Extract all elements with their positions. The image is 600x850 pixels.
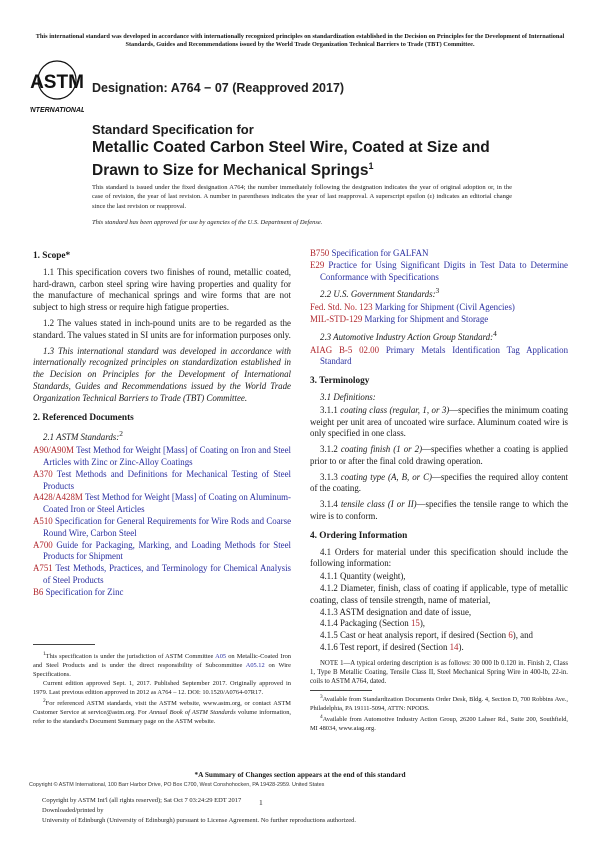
footnote-4: $^4$Available from Automotive Industry Action Group, 26200 Lahser Rd., Suite 200, Southfield, MI 48034, www.aiag.org. [310, 714, 568, 733]
copyright-line: Copyright © ASTM International, 100 Barr Harbor Drive, PO Box C700, West Conshohocken, PA 19428-2959. United States [29, 782, 325, 788]
note-1: NOTE 1—A typical ordering description is as follows: 30 000 lb 0.120 in. Finish 2, Class 1, Type B Metallic Coating, Tensile Class II, Steel Mechanical Spring Wire in 400-lb, 22-in. coils to ASTM A764, dated. [310, 659, 568, 686]
dod-approval: This standard has been approved for use by agencies of the U.S. Department of Defense. [92, 219, 323, 226]
ref-fed-std-123[interactable]: Fed. Std. No. 123 Marking for Shipment (Civil Agencies) [310, 302, 515, 313]
svg-text:INTERNATIONAL: INTERNATIONAL [30, 107, 84, 114]
term-3-1-1: 3.1.1 coating class (regular, 1, or 3)—specifies the minimum coating weight per unit area of uncoated wire surface. Aluminum coated wire is only specified in one class. [310, 404, 569, 439]
title-line-1: Standard Specification for [92, 122, 254, 137]
footnote-3: $^3$Available from Standardization Documents Order Desk, Bldg. 4, Section D, 700 Robbins Ave., Philadelphia, PA 19111-5094, ATTN: NPODS. [310, 694, 568, 713]
footnote-2: $^2$For referenced ASTM standards, visit the ASTM website, www.astm.org, or contact ASTM Customer Service at service@astm.org. For Annual Book of ASTM Standards volume information, refer to the standard's Document Summary page on the ASTM website. [33, 698, 291, 726]
ref-b750[interactable]: B750 Specification for GALFAN [310, 248, 429, 258]
ref-e29[interactable]: E29 Practice for Using Significant Digits in Test Data to Determine Conformance with Specifications [310, 259, 568, 282]
title-line-3: Drawn to Size for Mechanical Springs [92, 162, 369, 180]
title-line-2: Metallic Coated Carbon Steel Wire, Coated at Size and [92, 139, 490, 156]
right-column: B750 Specification for GALFAN E29 Practice for Using Significant Digits in Test Data to Determine Conformance with Specifications 2.2 U.S. Government Standards:$^3$ Fed. Std. No. 123 Marking for Shipment (Civil Agencies) MIL-STD-129 Marking for Shipment and Storage 2.3 Automotive Industry Action Group Standard:$^4$ AIAG B-5 02.00 Primary Metals Identification Tag Application Standard 3. Terminology 3.1 Definitions: 3.1.1 coating class (regular, 1, or 3)—specifies the minimum coating weight per unit area of uncoated wire surface. Aluminum coated wire is only specified in one class. 3.1.2 coating finish (1 or 2)—specifies whether a coating is applied prior to or after the final cold drawing operation. 3.1.3 coating type (A, B, or C)—specifies the required alloy content of the coating. 3.1.4 tensile class (I or II)—specifies the tensile range to which the wire is to conform. 4. Ordering Information 4.1 Orders for material under this specification should include the following information: 4.1.1 Quantity (weight), 4.1.2 Diameter, finish, class of coating if applicable, type of metallic coating, class of tensile strength, name of material, 4.1.3 ASTM designation and date of issue, 4.1.4 Packaging (Section 15), 4.1.5 Cast or heat analysis report, if desired (Section 6), and 4.1.6 Test report, if desired (Section 14). NOTE 1—A typical ordering description is as follows: 30 000 lb 0.120 in. Finish 2, Class 1, Type B Metallic Coating, Tensile Class II, Steel Mechanical Spring Wire in 400-lb, 22-in. coils to ASTM A764, dated. [310, 248, 569, 686]
title-footnote-mark: 1 [368, 161, 374, 171]
footnote-divider-right [310, 690, 372, 691]
footnotes-left [33, 650, 291, 726]
ordering-4-1-6: 4.1.6 Test report, if desired (Section 14). [320, 642, 464, 653]
astm-standards-label: 2.1 ASTM Standards: [43, 432, 120, 443]
committee-link[interactable]: A05 [215, 653, 227, 661]
top-note: This international standard was developed in accordance with internationally recognized principles on standardization established in the Decision on Principles for the Development of International Standards, Guides and Recommendations issued by the World Trade Organization Technical Barriers to Trade (TBT) Committee. [35, 33, 565, 48]
ref-mil-std-129[interactable]: MIL-STD-129 Marking for Shipment and Storage [310, 313, 489, 324]
svg-text:ASTM: ASTM [30, 72, 84, 93]
ref-a510[interactable]: A510 Specification for General Requirements for Wire Rods and Coarse Round Wire, Carbon Steel [33, 515, 292, 538]
ref-a370[interactable]: A370 Test Methods and Definitions for Mechanical Testing of Steel Products [33, 468, 291, 491]
section-heading-scope: 1. Scope* [33, 251, 71, 261]
license-block [42, 796, 356, 826]
footnote-1: $^1$This specification is under the jurisdiction of ASTM Committee A05 on Metallic-Coated Iron and Steel Products and is under the direct responsibility of Subcommittee A05.12 on Wire Specifications. [33, 651, 291, 679]
definitions-label: 3.1 Definitions: [320, 391, 376, 402]
astm-logo-icon [30, 56, 84, 118]
page-number: 1 [259, 798, 263, 807]
left-column: 1. Scope* 1.1 This specification covers two finishes of round, metallic coated, hard-drawn, carbon steel spring wire having properties and quality for the manufacture of mechanical springs and wire forms that are not subject to high stress or require high fatigue properties. 1.2 The values stated in inch-pound units are to be regarded as the standard. The values stated in SI units are for information purposes only. 1.3 This international standard was developed in accordance with internationally recognized principles on standardization established in the Decision on Principles for the Development of International Standards, Guides and Recommendations issued by the World Trade Organization Technical Barriers to Trade (TBT) Committee. 2. Referenced Documents 2.1 ASTM Standards:$^2$ A90/A90M Test Method for Weight [Mass] of Coating on Iron and Steel Articles with Zinc or Zinc-Alloy Coatings A370 Test Methods and Definitions for Mechanical Testing of Steel Products A428/A428M Test Method for Weight [Mass] of Coating on Aluminum-Coated Iron or Steel Articles A510 Specification for General Requirements for Wire Rods and Coarse Round Wire, Carbon Steel A700 Guide for Packaging, Marking, and Loading Methods for Steel Products for Shipment A751 Test Methods, Practices, and Terminology for Chemical Analysis of Steel Products B6 Specification for Zinc [33, 251, 292, 597]
section-heading-ordering: 4. Ordering Information [310, 530, 408, 541]
intro-paragraph: This standard is issued under the fixed designation A764; the number immediately following the designation indicates the year of original adoption or, in the case of revision, the year of last revision. A number in parentheses indicates the year of last reapproval. A superscript epsilon (ε) indicates an editorial change since the last revision or reapproval. [92, 184, 512, 210]
section-14-link[interactable]: 14 [449, 642, 459, 653]
ref-b6[interactable]: B6 Specification for Zinc [33, 586, 124, 597]
scope-1-3: 1.3 This international standard was developed in accordance with internationally recognized principles on standardization established in the Decision on Principles for the Development of International Standards, Guides and Recommendations issued by the World Trade Organization Technical Barriers to Trade (TBT) Committee. [33, 345, 291, 403]
footnote-edition: Current edition approved Sept. 1, 2017. Published September 2017. Originally approved in 1979. Last previous edition approved in 2012 as A764 – 12. DOI: 10.1520/A0764-07R17. [33, 680, 291, 697]
ordering-4-1-1: 4.1.1 Quantity (weight), [320, 571, 406, 582]
term-3-1-4: 3.1.4 tensile class (I or II)—specifies the tensile range to which the wire is to conform. [310, 499, 569, 522]
ref-a90[interactable]: A90/A90M Test Method for Weight [Mass] of Coating on Iron and Steel Articles with Zinc or Zinc-Alloy Coatings [33, 445, 292, 467]
footnotes-right [310, 693, 568, 733]
ref-a700[interactable]: A700 Guide for Packaging, Marking, and Loading Methods for Steel Products for Shipment [33, 539, 291, 562]
ordering-4-1-2: 4.1.2 Diameter, finish, class of coating if applicable, type of metallic coating, class of tensile strength, name of material, [310, 583, 568, 605]
license-line-2: Downloaded/printed by [42, 807, 104, 814]
footnote-divider-left [33, 644, 95, 645]
term-3-1-3: 3.1.3 coating type (A, B, or C)—specifies the required alloy content of the coating. [310, 471, 569, 494]
section-heading-references: 2. Referenced Documents [33, 412, 134, 423]
document-title [92, 122, 522, 180]
ordering-4-1: 4.1 Orders for material under this specification should include the following information: [310, 546, 568, 569]
section-15-link[interactable]: 15 [410, 618, 420, 629]
summary-of-changes-note: *A Summary of Changes section appears at the end of this standard [194, 770, 406, 779]
ref-a428[interactable]: A428/A428M Test Method for Weight [Mass] of Coating on Aluminum-Coated Iron or Steel Articles [33, 492, 291, 515]
ordering-4-1-3: 4.1.3 ASTM designation and date of issue, [320, 606, 472, 617]
ordering-4-1-4: 4.1.4 Packaging (Section 15), [320, 618, 426, 629]
section-6-link[interactable]: 6 [508, 630, 513, 641]
gov-standards-label: 2.2 U.S. Government Standards: [320, 289, 436, 300]
ref-a751[interactable]: A751 Test Methods, Practices, and Terminology for Chemical Analysis of Steel Products [33, 563, 292, 585]
term-3-1-2: 3.1.2 coating finish (1 or 2)—specifies whether a coating is applied prior to or after the final cold drawing operation. [310, 444, 568, 466]
license-line-3: University of Edinburgh (University of Edinburgh) pursuant to License Agreement. No further reproductions authorized. [42, 817, 357, 824]
scope-1-2: 1.2 The values stated in inch-pound units are to be regarded as the standard. The values stated in SI units are for information purposes only. [33, 317, 291, 340]
designation: Designation: A764 − 07 (Reapproved 2017) [92, 81, 345, 95]
aiag-standard-label: 2.3 Automotive Industry Action Group Standard: [320, 331, 494, 342]
ordering-4-1-5: 4.1.5 Cast or heat analysis report, if desired (Section 6), and [320, 630, 533, 641]
license-line-1: Copyright by ASTM Int'l (all rights reserved); Sat Oct 7 03:24:29 EDT 2017 [42, 797, 242, 804]
ref-aiag-b5[interactable]: AIAG B-5 02.00 Primary Metals Identification Tag Application Standard [310, 344, 569, 367]
subcommittee-link[interactable]: A05.12 [245, 662, 265, 670]
scope-1-1: 1.1 This specification covers two finishes of round, metallic coated, hard-drawn, carbon steel spring wire having properties and quality for the manufacture of mechanical springs and wire forms that are not subject to high stress or require high fatigue properties. [33, 266, 291, 313]
section-heading-terminology: 3. Terminology [310, 376, 370, 387]
